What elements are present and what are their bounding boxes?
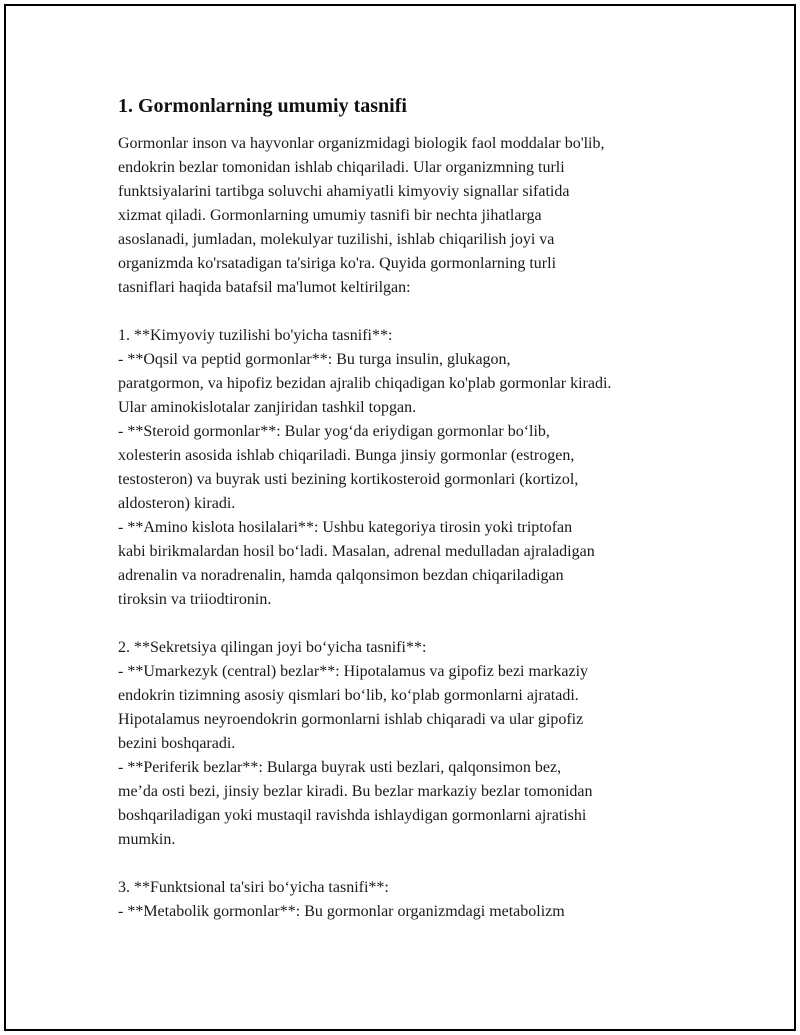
document-content	[118, 92, 708, 924]
section-heading: 1. Gormonlarning umumiy tasnifi	[118, 95, 407, 117]
body-text: Gormonlar inson va hayvonlar organizmidagi biologik faol moddalar bo'lib, endokrin bezlar tomonidan ishlab chiqariladi. Ular organizmning turli funktsiyalarini tartibga soluvchi ahamiyatli kimyoviy signallar sifatida xizmat qiladi. Gormonlarning umumiy tasnifi bir nechta jihatlarga asoslanadi, jumladan, molekulyar tuzilishi, ishlab chiqarilish joyi va organizmda ko'rsatadigan ta'siriga ko'ra. Quyida gormonlarning turli tasniflari haqida batafsil ma'lumot keltirilgan: 1. **Kimyoviy tuzilishi bo'yicha tasnifi**: - **Oqsil va peptid gormonlar**: Bu turga insulin, glukagon, paratgormon, va hipofiz bezidan ajralib chiqadigan ko'plab gormonlar kiradi. Ular aminokislotalar zanjiridan tashkil topgan. - **Steroid gormonlar**: Bular yog‘da eriydigan gormonlar bo‘lib, xolesterin asosida ishlab chiqariladi. Bunga jinsiy gormonlar (estrogen, testosteron) va buyrak usti bezining kortikosteroid gormonlari (kortizol, aldosteron) kiradi. - **Amino kislota hosilalari**: Ushbu kategoriya tirosin yoki triptofan kabi birikmalardan hosil bo‘ladi. Masalan, adrenal medulladan ajraladigan adrenalin va noradrenalin, hamda qalqonsimon bezdan chiqariladigan tiroksin va triiodtironin. 2. **Sekretsiya qilingan joyi bo‘yicha tasnifi**: - **Umarkezyk (central) bezlar**: Hipotalamus va gipofiz bezi markaziy endokrin tizimning asosiy qismlari bo‘lib, ko‘plab gormonlarni ajratadi. Hipotalamus neyroendokrin gormonlarni ishlab chiqaradi va ular gipofiz bezini boshqaradi. - **Periferik bezlar**: Bularga buyrak usti bezlari, qalqonsimon bez, me’da osti bezi, jinsiy bezlar kiradi. Bu bezlar markaziy bezlar tomonidan boshqariladigan yoki mustaqil ravishda ishlaydigan gormonlarni ajratishi mumkin. 3. **Funktsional ta'siri bo‘yicha tasnifi**: - **Metabolik gormonlar**: Bu gormonlar organizmdagi metabolizm	[118, 135, 612, 920]
